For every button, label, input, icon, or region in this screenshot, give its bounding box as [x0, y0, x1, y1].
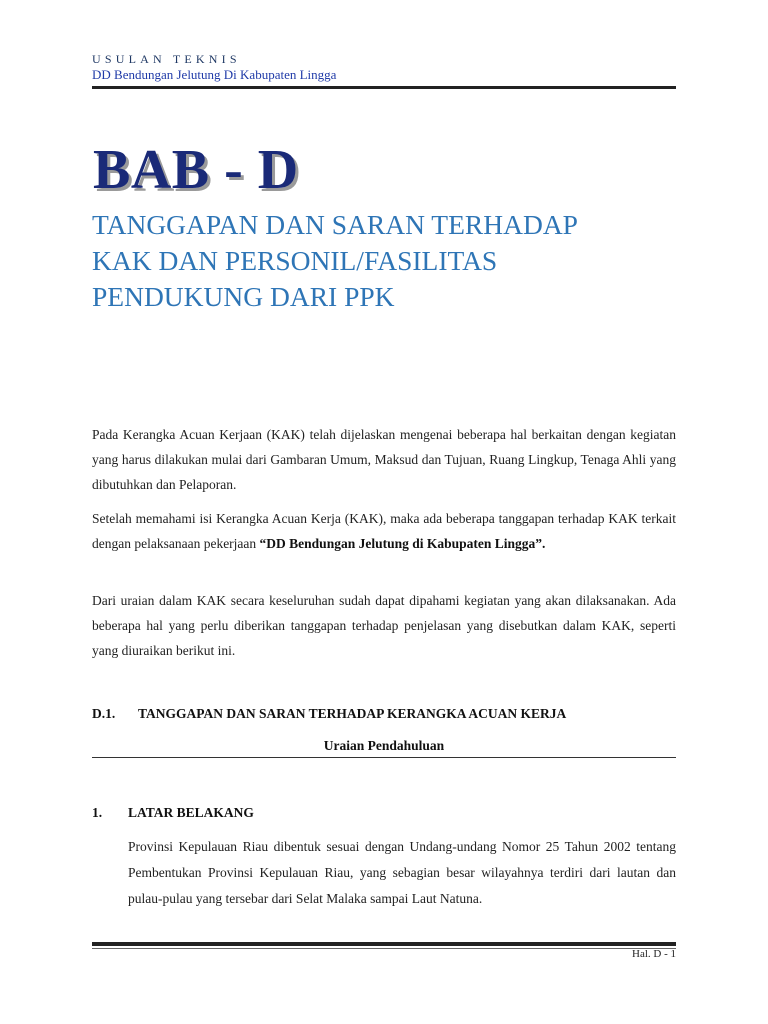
- header-label: USULAN TEKNIS: [92, 52, 241, 66]
- item-number: 1.: [92, 805, 103, 820]
- header-divider: [92, 86, 676, 89]
- intro-paragraph-1: Pada Kerangka Acuan Kerjaan (KAK) telah dijelaskan mengenai beberapa hal berkaitan dengan kegiatan yang harus dilakukan mulai dari Gambaran Umum, Maksud dan Tujuan, Ruang Lingkup, Tenaga Ahli yang dibutuhkan dan Pelaporan.: [92, 427, 676, 492]
- chapter-title-line-1: TANGGAPAN DAN SARAN TERHADAP: [92, 209, 578, 240]
- intro-paragraph-2-project: “DD Bendungan Jelutung di Kabupaten Lingga”.: [259, 536, 546, 551]
- chapter-title-line-2: KAK DAN PERSONIL/FASILITAS: [92, 245, 498, 276]
- chapter-title: [92, 207, 682, 315]
- subsection-divider: [92, 757, 676, 758]
- section-title: TANGGAPAN DAN SARAN TERHADAP KERANGKA ACUAN KERJA: [138, 706, 567, 721]
- intro-paragraph-2: [92, 506, 676, 556]
- intro-paragraph-3: Dari uraian dalam KAK secara keseluruhan sudah dapat dipahami kegiatan yang akan dilaksanakan. Ada beberapa hal yang perlu diberikan tanggapan terhadap penjelasan yang disebutkan dalam KAK, seperti yang diuraikan berikut ini.: [92, 593, 676, 658]
- page-number: Hal. D - 1: [632, 948, 676, 960]
- item-title: LATAR BELAKANG: [128, 805, 254, 820]
- chapter-title-line-3: PENDUKUNG DARI PPK: [92, 281, 395, 312]
- footer-divider-thin: [92, 948, 676, 949]
- header-project-name: DD Bendungan Jelutung Di Kabupaten Lingga: [92, 67, 337, 82]
- section-number: D.1.: [92, 706, 116, 721]
- intro-paragraph-2-text: Setelah memahami isi Kerangka Acuan Kerja (KAK), maka ada beberapa tanggapan terhadap KAK terkait dengan pelaksanaan pekerjaan: [92, 511, 676, 551]
- subsection-title: Uraian Pendahuluan: [323, 738, 445, 753]
- chapter-code: BAB - D: [93, 139, 299, 201]
- footer-divider: [92, 942, 676, 946]
- item-paragraph: Provinsi Kepulauan Riau dibentuk sesuai dengan Undang-undang Nomor 25 Tahun 2002 tentang Pembentukan Provinsi Kepulauan Riau, yang sebagian besar wilayahnya terdiri dari lautan dan pulau-pulau yang tersebar dari Selat Malaka sampai Laut Natuna.: [128, 839, 676, 906]
